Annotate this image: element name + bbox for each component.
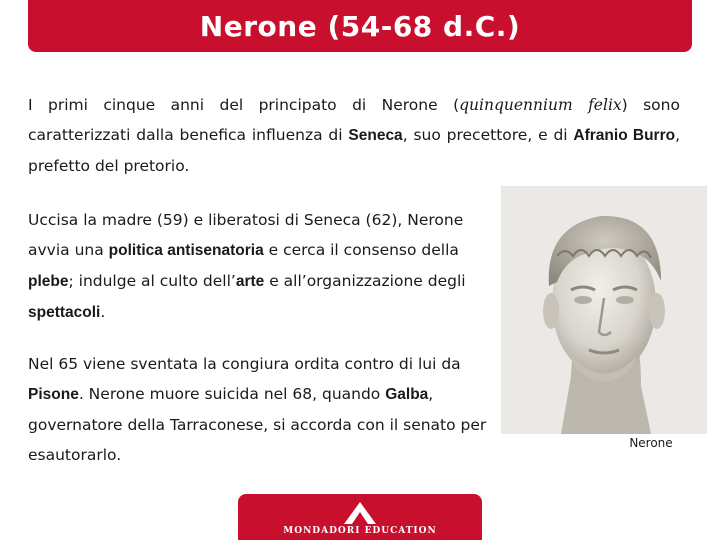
term-pisone: Pisone	[28, 386, 79, 403]
term-plebe: plebe	[28, 273, 69, 290]
text-run: .	[100, 303, 106, 321]
title-bar	[28, 0, 692, 52]
nero-bust-image	[501, 186, 707, 434]
text-run: e cerca il consenso della	[263, 241, 459, 259]
mondadori-logo-icon	[342, 502, 378, 524]
paragraph-politics	[28, 205, 488, 328]
text-run: Uccisa la madre (59) e liberatosi di Seneca (62), Nerone avvia una	[28, 211, 464, 259]
text-run: ; indulge al culto dell’	[68, 272, 236, 290]
term-politica-antisenatoria: politica antisenatoria	[108, 242, 264, 259]
publisher-name: MONDADORI EDUCATION	[283, 526, 437, 536]
term-spettacoli: spettacoli	[28, 304, 101, 321]
bust-icon	[501, 186, 707, 434]
paragraph-death	[28, 349, 488, 470]
term-quinquennium: quinquennium felix	[459, 96, 622, 114]
text-run: , suo precettore, e di	[402, 126, 574, 144]
text-run: . Nerone muore suicida nel 68, quando	[78, 385, 386, 403]
text-run: , prefetto del pretorio.	[28, 126, 681, 175]
term-seneca: Seneca	[348, 127, 403, 144]
paragraph-intro	[28, 90, 680, 181]
text-run: ) sono caratterizzati dalla benefica influenza di	[28, 96, 680, 144]
term-arte: arte	[235, 273, 265, 290]
footer-bar	[238, 494, 482, 540]
image-caption: Nerone	[629, 436, 673, 450]
term-afranio-burro: Afranio Burro	[573, 127, 676, 144]
page-title: Nerone (54-68 d.C.)	[199, 9, 521, 43]
text-run: Nel 65 viene sventata la congiura ordita contro di lui da	[28, 355, 461, 373]
term-galba: Galba	[385, 386, 429, 403]
text-run: , governatore della Tarraconese, si accorda con il senato per esautorarlo.	[28, 385, 487, 464]
text-run: I primi cinque anni del principato di Nerone (	[28, 96, 460, 114]
text-run: e all’organizzazione degli	[264, 272, 466, 290]
